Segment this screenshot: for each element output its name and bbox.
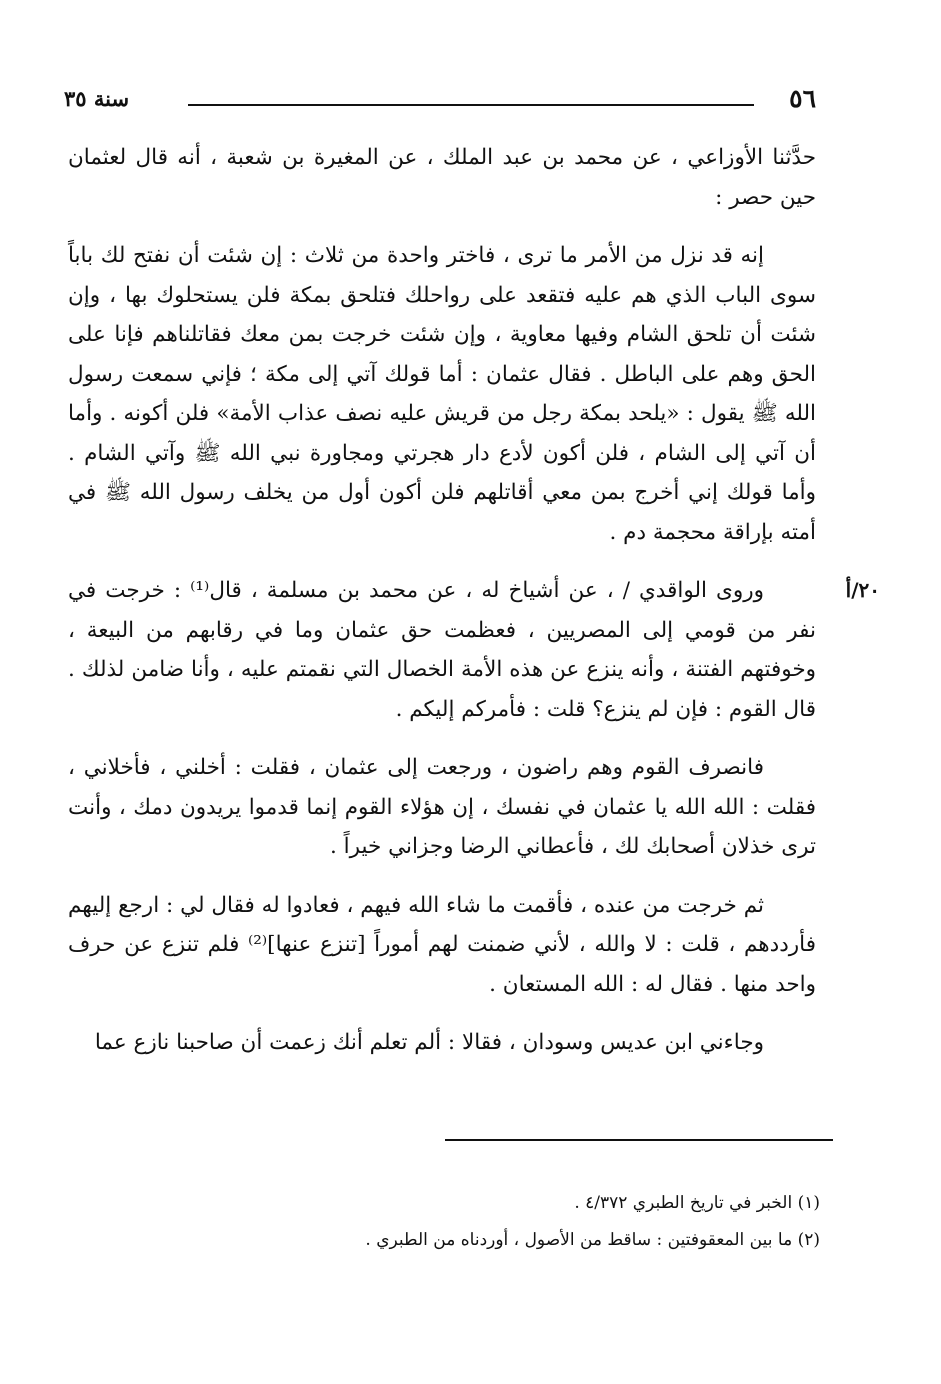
paragraph-4: فانصرف القوم وهم راضون ، ورجعت إلى عثمان ، فقلت : أخلني ، فأخلاني ، فقلت : الله الله يا عثمان في نفسك ، إن هؤلاء القوم إنما قدموا يريدون دمك ، وأنت ترى خذلان أصحابك لك ، فأعطاني الرضا وجزاني خيراً . [68, 755, 816, 859]
running-title-year: سنة ٣٥ [64, 86, 130, 111]
running-header [64, 84, 816, 120]
paragraph-6: وجاءني ابن عديس وسودان ، فقالا : ألم تعلم أنك زعمت أن صاحبنا نازع عما [94, 1030, 764, 1055]
footnotes [200, 1185, 820, 1259]
manuscript-folio-ref: ٢٠/أ [845, 578, 880, 602]
footnote-separator [445, 1139, 833, 1141]
footnote-1: (١) الخبر في تاريخ الطبري ٤/٣٧٢ . [574, 1193, 820, 1213]
paragraph-2: إنه قد نزل من الأمر ما ترى ، فاختر واحدة من ثلاث : إن شئت أن نفتح لك باباً سوى الباب الذي هم عليه فتقعد على رواحلك فتلحق بمكة فلن يستحلوك بها ، وإن شئت أن تلحق الشام وفيها معاوية ، وإن شئت خرجت بمن معك فقاتلناهم فإنا على الحق وهم على الباطل . فقال عثمان : أما قولك آتي إلى مكة ؛ فإني سمعت رسول الله ﷺ يقول : «يلحد بمكة رجل من قريش عليه نصف عذاب الأمة» فلن أكونه . وأما أن آتي إلى الشام ، فلن أكون لأدع دار هجرتي ومجاورة نبي الله ﷺ وآتي الشام . وأما قولك إني أخرج بمن معي أقاتلهم فلن أكون أول من يخلف رسول الله ﷺ في أمته بإراقة محجمة دم . [68, 243, 816, 545]
page-number: ٥٦ [789, 84, 816, 113]
paragraph-3-wrapper [68, 571, 880, 729]
header-rule [188, 104, 754, 106]
footnote-2: (٢) ما بين المعقوفتين : ساقط من الأصول ، أوردناه من الطبري . [365, 1230, 820, 1250]
paragraph-1: حدَّثنا الأوزاعي ، عن محمد بن عبد الملك ، عن المغيرة بن شعبة ، أنه قال لعثمان حين حصر : [68, 145, 816, 210]
paragraph-3: وروى الواقدي / ، عن أشياخ له ، عن محمد بن مسلمة ، قال⁽¹⁾ : خرجت في نفر من قومي إلى المصريين ، فعظمت حق عثمان وما في رقابهم من البيعة ، وخوفتهم الفتنة ، وأنه ينزع عن هذه الأمة الخصال التي نقمتم عليه ، وأنا ضامن لذلك . قال القوم : فإن لم ينزع؟ قلت : فأمركم إليكم . [68, 578, 816, 722]
paragraph-5: ثم خرجت من عنده ، فأقمت ما شاء الله فيهم ، فعادوا له فقال لي : ارجع إليهم فأرددهم ، قلت : لا والله ، لأني ضمنت لهم أموراً [تنزع عنها]⁽²⁾ فلم تنزع عن حرف واحد منها . فقال له : الله المستعان . [68, 892, 816, 997]
main-text [68, 138, 880, 1082]
